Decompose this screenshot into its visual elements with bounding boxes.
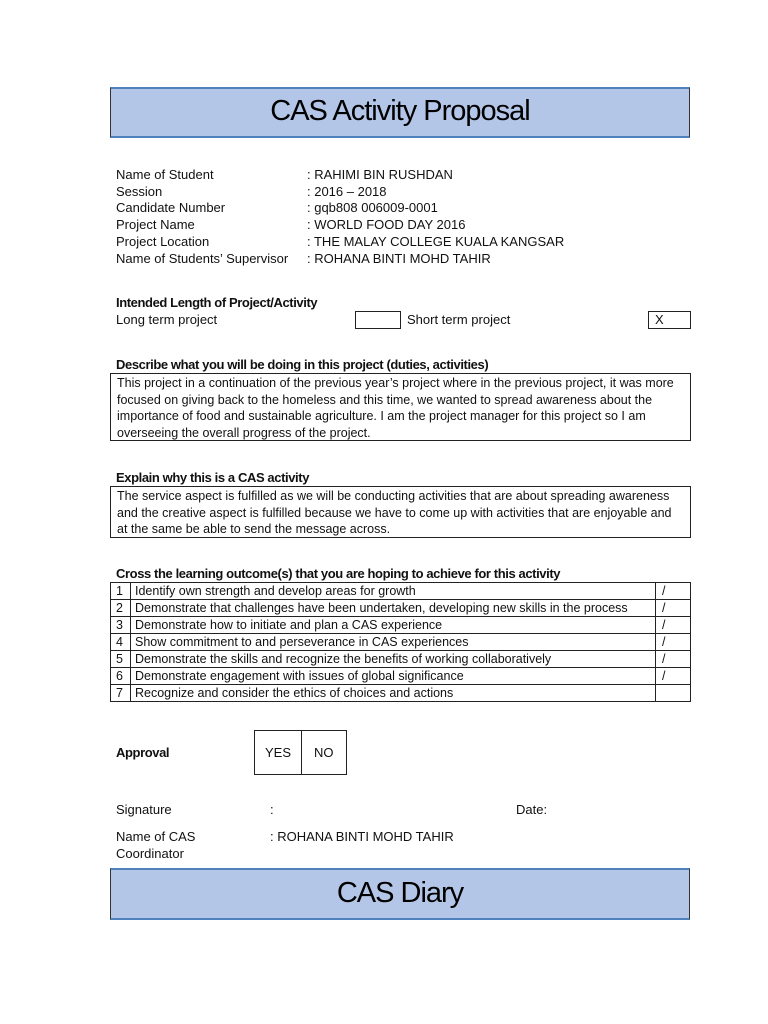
outcomes-table bbox=[110, 582, 691, 702]
approval-label: Approval bbox=[116, 745, 170, 760]
outcome-mark[interactable]: / bbox=[656, 634, 691, 651]
outcome-number: 7 bbox=[111, 685, 131, 702]
table-row bbox=[111, 600, 691, 617]
table-row bbox=[111, 617, 691, 634]
info-label: Project Name bbox=[116, 217, 195, 232]
outcome-mark[interactable]: / bbox=[656, 617, 691, 634]
outcome-mark[interactable]: / bbox=[656, 600, 691, 617]
outcome-number: 6 bbox=[111, 668, 131, 685]
outcome-number: 2 bbox=[111, 600, 131, 617]
outcome-mark[interactable]: / bbox=[656, 651, 691, 668]
info-label: Name of Students’ Supervisor bbox=[116, 251, 289, 266]
table-row bbox=[111, 685, 691, 702]
date-label: Date: bbox=[516, 802, 548, 817]
describe-heading: Describe what you will be doing in this project (duties, activities) bbox=[116, 357, 489, 372]
coordinator-value: : ROHANA BINTI MOHD TAHIR bbox=[270, 829, 454, 844]
outcome-text: Recognize and consider the ethics of choices and actions bbox=[131, 685, 656, 702]
info-label: Candidate Number bbox=[116, 200, 226, 215]
outcome-text: Identify own strength and develop areas for growth bbox=[131, 583, 656, 600]
long-term-label: Long term project bbox=[116, 312, 218, 327]
explain-line: at the same be able to send the message across. bbox=[117, 522, 391, 537]
long-term-checkbox[interactable] bbox=[355, 311, 401, 329]
outcome-text: Show commitment to and perseverance in CAS experiences bbox=[131, 634, 656, 651]
info-label: Project Location bbox=[116, 234, 210, 249]
info-value: : RAHIMI BIN RUSHDAN bbox=[307, 167, 453, 182]
short-term-checkbox[interactable]: X bbox=[648, 311, 691, 329]
outcome-mark[interactable] bbox=[656, 685, 691, 702]
outcome-mark[interactable]: / bbox=[656, 668, 691, 685]
info-label: Session bbox=[116, 184, 163, 199]
signature-colon: : bbox=[270, 802, 274, 817]
table-row bbox=[111, 651, 691, 668]
describe-line: focused on giving back to the homeless and this time, we wanted to spread awareness about the bbox=[117, 392, 653, 407]
table-row bbox=[111, 583, 691, 600]
proposal-title: CAS Activity Proposal bbox=[110, 87, 690, 138]
outcome-text: Demonstrate how to initiate and plan a CAS experience bbox=[131, 617, 656, 634]
explain-line: The service aspect is fulfilled as we will be conducting activities that are about spreading awareness bbox=[117, 489, 670, 503]
table-row bbox=[111, 668, 691, 685]
info-value: : ROHANA BINTI MOHD TAHIR bbox=[307, 251, 491, 266]
length-heading: Intended Length of Project/Activity bbox=[116, 295, 318, 310]
outcome-text: Demonstrate the skills and recognize the benefits of working collaboratively bbox=[131, 651, 656, 668]
outcome-number: 4 bbox=[111, 634, 131, 651]
explain-textbox[interactable] bbox=[110, 486, 691, 538]
approval-yes-box[interactable]: YES bbox=[254, 730, 302, 775]
table-row bbox=[111, 634, 691, 651]
outcome-number: 5 bbox=[111, 651, 131, 668]
outcome-number: 1 bbox=[111, 583, 131, 600]
explain-heading: Explain why this is a CAS activity bbox=[116, 470, 310, 485]
coordinator-label-line2: Coordinator bbox=[116, 846, 184, 861]
outcome-mark[interactable]: / bbox=[656, 583, 691, 600]
info-label: Name of Student bbox=[116, 167, 214, 182]
info-value: : WORLD FOOD DAY 2016 bbox=[307, 217, 466, 232]
signature-label: Signature bbox=[116, 802, 172, 817]
outcomes-heading: Cross the learning outcome(s) that you are hoping to achieve for this activity bbox=[116, 566, 561, 581]
describe-line: importance of food and sustainable agriculture. I am the project manager for this project so I am bbox=[117, 409, 646, 424]
outcome-number: 3 bbox=[111, 617, 131, 634]
coordinator-label-line1: Name of CAS bbox=[116, 829, 196, 844]
diary-title: CAS Diary bbox=[110, 868, 690, 920]
short-term-label: Short term project bbox=[407, 312, 511, 327]
info-value: : THE MALAY COLLEGE KUALA KANGSAR bbox=[307, 234, 565, 249]
describe-line: overseeing the overall progress of the project. bbox=[117, 426, 371, 441]
approval-no-box[interactable]: NO bbox=[301, 730, 347, 775]
explain-line: and the creative aspect is fulfilled because we have to come up with activities that are enjoyable and bbox=[117, 505, 672, 520]
outcome-text: Demonstrate engagement with issues of global significance bbox=[131, 668, 656, 685]
describe-line: This project in a continuation of the previous year’s project where in the previous project, it was more bbox=[117, 376, 674, 390]
info-value: : 2016 – 2018 bbox=[307, 184, 387, 199]
outcome-text: Demonstrate that challenges have been undertaken, developing new skills in the process bbox=[131, 600, 656, 617]
info-value: : gqb808 006009-0001 bbox=[307, 200, 438, 215]
describe-textbox[interactable] bbox=[110, 373, 691, 441]
